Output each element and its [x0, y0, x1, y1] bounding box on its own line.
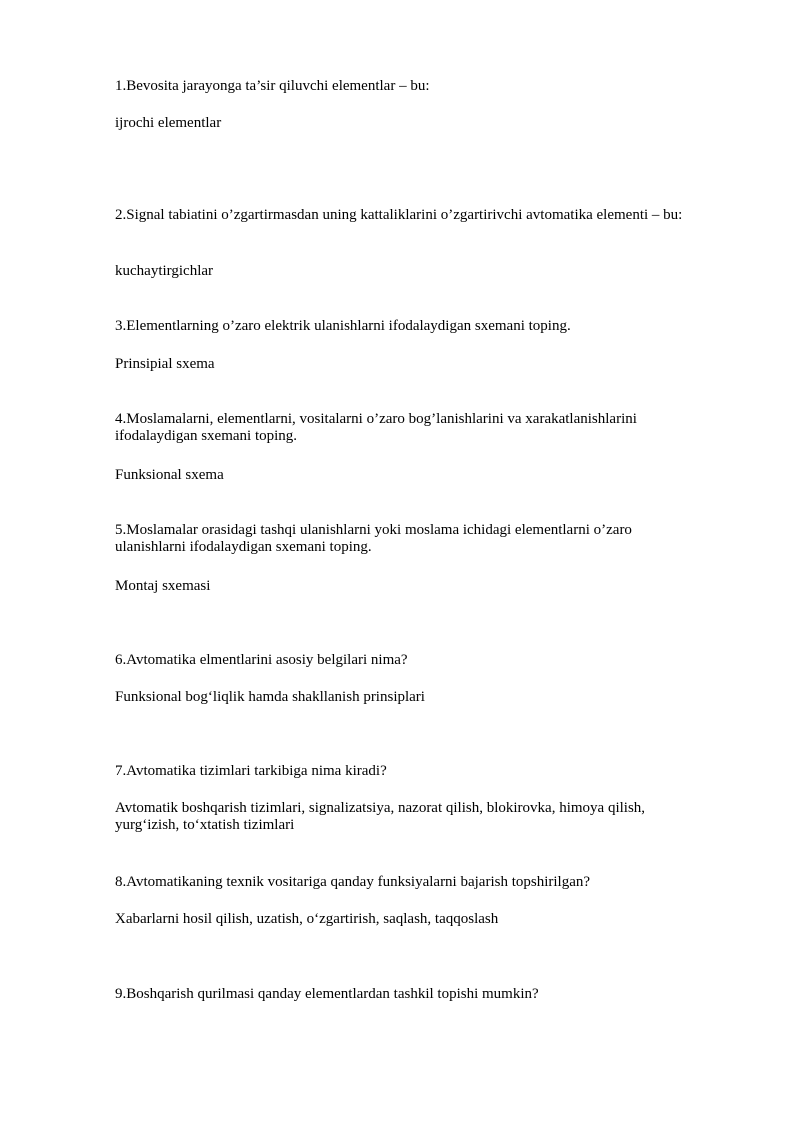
- question-3: 3.Elementlarning o’zaro elektrik ulanishlarni ifodalaydigan sxemani toping.: [115, 318, 571, 334]
- question-1: 1.Bevosita jarayonga ta’sir qiluvchi elementlar – bu:: [115, 78, 430, 94]
- answer-1: ijrochi elementlar: [115, 115, 222, 131]
- question-8: 8.Avtomatikaning texnik vositariga qanday funksiyalarni bajarish topshirilgan?: [115, 874, 591, 890]
- question-6: 6.Avtomatika elmentlarini asosiy belgilari nima?: [115, 652, 408, 668]
- answer-6: Funksional bog‘liqlik hamda shakllanish prinsiplari: [115, 689, 425, 705]
- answer-7: Avtomatik boshqarish tizimlari, signalizatsiya, nazorat qilish, blokirovka, himoya qilish, yurg‘izish, to‘xtatish tizimlari: [115, 800, 646, 833]
- answer-4: Funksional sxema: [115, 467, 224, 483]
- answer-8: Xabarlarni hosil qilish, uzatish, o‘zgartirish, saqlash, taqqoslash: [115, 911, 499, 927]
- answer-2: kuchaytirgichlar: [115, 263, 214, 279]
- question-7: 7.Avtomatika tizimlari tarkibiga nima kiradi?: [115, 763, 387, 779]
- answer-5: Montaj sxemasi: [115, 578, 211, 594]
- question-4: 4.Moslamalarni, elementlarni, vositalarni o’zaro bog’lanishlarini va xarakatlanishlarini ifodalaydigan sxemani toping.: [115, 411, 637, 444]
- answer-3: Prinsipial sxema: [115, 356, 215, 372]
- question-9: 9.Boshqarish qurilmasi qanday elementlardan tashkil topishi mumkin?: [115, 986, 539, 1002]
- question-2: 2.Signal tabiatini o’zgartirmasdan uning kattaliklarini o’zgartirivchi avtomatika elementi – bu:: [115, 207, 683, 223]
- question-5: 5.Moslamalar orasidagi tashqi ulanishlarni yoki moslama ichidagi elementlarni o’zaro ulanishlarni ifodalaydigan sxemani toping.: [115, 522, 632, 555]
